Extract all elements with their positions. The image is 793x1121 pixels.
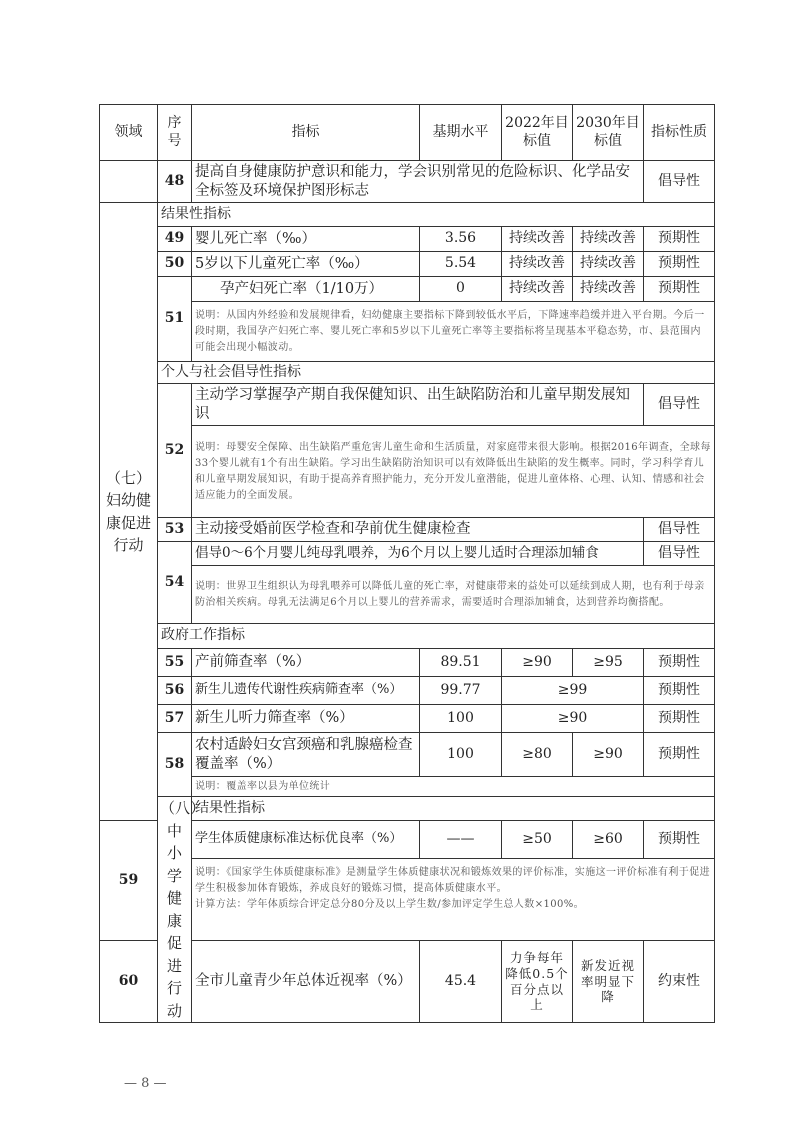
note-row [100, 566, 715, 624]
table-row [100, 161, 715, 203]
baseline-value: 45.4 [420, 941, 502, 1023]
row-number: 48 [158, 161, 192, 203]
table-row [100, 384, 715, 426]
header-target-2030: 2030年目标值 [573, 105, 644, 161]
table-row [100, 677, 715, 705]
baseline-value: 3.56 [420, 227, 502, 252]
indicator-text: 倡导0～6个月婴儿纯母乳喂养，为6个月以上婴儿适时合理添加辅食 [192, 542, 644, 566]
baseline-value: 99.77 [420, 677, 502, 705]
target-2022-value: ≥50 [502, 821, 573, 859]
row-number: 53 [158, 518, 192, 542]
area-label-8: （八）中小学健康促进行动 [158, 797, 192, 1023]
row-number: 57 [158, 705, 192, 733]
table-row [100, 941, 715, 1023]
target-2022-value: 力争每年降低0.5个百分点以上 [502, 941, 573, 1023]
header-baseline: 基期水平 [420, 105, 502, 161]
indicator-nature: 预期性 [644, 252, 715, 277]
target-2030-value: ≥95 [573, 649, 644, 677]
target-2030-value: 持续改善 [573, 227, 644, 252]
indicator-nature: 预期性 [644, 733, 715, 777]
indicator-text: 产前筛查率（%） [192, 649, 420, 677]
table-row [100, 821, 715, 859]
table-row [100, 705, 715, 733]
target-2022-value: ≥80 [502, 733, 573, 777]
target-2030-value: 新发近视率明显下降 [573, 941, 644, 1023]
indicator-text: 5岁以下儿童死亡率（‰） [192, 252, 420, 277]
table-row [100, 252, 715, 277]
row-number: 55 [158, 649, 192, 677]
target-2030-value: ≥90 [573, 733, 644, 777]
target-2030-value: ≥60 [573, 821, 644, 859]
page-number: — 8 — [124, 1076, 167, 1091]
section-row [100, 362, 715, 384]
section-row [100, 624, 715, 649]
indicator-text: 新生儿遗传代谢性疾病筛查率（%） [192, 677, 420, 705]
row-number: 50 [158, 252, 192, 277]
section-title: 政府工作指标 [158, 624, 715, 649]
table-row [100, 733, 715, 777]
table-row [100, 649, 715, 677]
baseline-value: 0 [420, 277, 502, 302]
indicator-nature: 倡导性 [644, 542, 715, 566]
section-row [100, 797, 715, 821]
baseline-value: 5.54 [420, 252, 502, 277]
indicator-nature: 倡导性 [644, 384, 715, 426]
baseline-value: 100 [420, 705, 502, 733]
baseline-value: 89.51 [420, 649, 502, 677]
target-2022-value: ≥90 [502, 649, 573, 677]
indicator-text: 主动接受婚前医学检查和孕前优生健康检查 [192, 518, 644, 542]
baseline-value: —— [420, 821, 502, 859]
indicator-note: 说明：母婴安全保障、出生缺陷严重危害儿童生命和生活质量，对家庭带来很大影响。根据2016年调查，全球每33个婴儿就有1个有出生缺陷。学习出生缺陷防治知识可以有效降低出生缺陷的发生概率。同时，学习科学育儿和儿童早期发展知识，有助于提高养育照护能力，充分开发儿童潜能，促进儿童体格、心理、认知、情感和社会适应能力的全面发展。 [192, 426, 715, 518]
section-title: 个人与社会倡导性指标 [158, 362, 715, 384]
indicator-nature: 倡导性 [644, 161, 715, 203]
target-merged-value: ≥99 [502, 677, 644, 705]
calculation-method: 计算方法：学年体质综合评定总分80分及以上学生数/参加评定学生总人数×100%。 [195, 899, 585, 910]
indicator-note: 说明：覆盖率以县为单位统计 [192, 777, 715, 797]
indicator-nature: 预期性 [644, 649, 715, 677]
indicator-note: 说明：世界卫生组织认为母乳喂养可以降低儿童的死亡率，对健康带来的益处可以延续到成人期，也有利于母亲防治相关疾病。母乳无法满足6个月以上婴儿的营养需求，需要适时合理添加辅食，达到营养均衡搭配。 [192, 566, 715, 624]
row-number: 56 [158, 677, 192, 705]
target-2022-value: 持续改善 [502, 252, 573, 277]
section-title: 结果性指标 [192, 797, 715, 821]
row-number: 49 [158, 227, 192, 252]
row-number: 51 [158, 277, 192, 362]
table-row [100, 227, 715, 252]
indicator-nature: 预期性 [644, 227, 715, 252]
row-number: 52 [158, 384, 192, 518]
indicator-nature: 约束性 [644, 941, 715, 1023]
indicator-note: 说明：从国内外经验和发展规律看，妇幼健康主要指标下降到较低水平后，下降速率趋缓并进入平台期。今后一段时期，我国孕产妇死亡率、婴儿死亡率和5岁以下儿童死亡率等主要指标将呈现基本平稳态势，市、县范围内可能会出现小幅波动。 [192, 302, 715, 362]
note-row [100, 302, 715, 362]
indicator-text: 孕产妇死亡率（1/10万） [192, 277, 420, 302]
note-row [100, 859, 715, 941]
section-title: 结果性指标 [158, 203, 715, 227]
indicator-note-cell [192, 859, 715, 941]
header-nature: 指标性质 [644, 105, 715, 161]
target-2030-value: 持续改善 [573, 277, 644, 302]
header-area: 领域 [100, 105, 158, 161]
indicator-text: 主动学习掌握孕产期自我保健知识、出生缺陷防治和儿童早期发展知识 [192, 384, 644, 426]
target-2030-value: 持续改善 [573, 252, 644, 277]
row-number: 54 [158, 542, 192, 624]
note-row [100, 426, 715, 518]
table-row [100, 518, 715, 542]
indicator-text: 婴儿死亡率（‰） [192, 227, 420, 252]
section-row [100, 203, 715, 227]
header-indicator: 指标 [192, 105, 420, 161]
table-row [100, 542, 715, 566]
table-header-row [100, 105, 715, 161]
indicator-table [99, 104, 715, 1023]
header-seq: 序号 [158, 105, 192, 161]
indicator-text: 新生儿听力筛查率（%） [192, 705, 420, 733]
area-cell-blank [100, 161, 158, 203]
row-number: 60 [100, 941, 158, 1023]
indicator-note: 说明：《国家学生体质健康标准》是测量学生体质健康状况和锻炼效果的评价标准，实施这一评价标准有利于促进学生积极参加体育锻炼，养成良好的锻炼习惯，提高体质健康水平。 [195, 867, 710, 894]
baseline-value: 100 [420, 733, 502, 777]
area-label-7: （七）妇幼健康促进行动 [100, 203, 158, 821]
indicator-text: 农村适龄妇女宫颈癌和乳腺癌检查覆盖率（%） [192, 733, 420, 777]
indicator-nature: 预期性 [644, 277, 715, 302]
target-merged-value: ≥90 [502, 705, 644, 733]
note-row [100, 777, 715, 797]
header-target-2022: 2022年目标值 [502, 105, 573, 161]
table-row [100, 277, 715, 302]
indicator-text: 提高自身健康防护意识和能力，学会识别常见的危险标识、化学品安全标签及环境保护图形标志 [192, 161, 644, 203]
row-number: 58 [158, 733, 192, 797]
indicator-text: 学生体质健康标准达标优良率（%） [192, 821, 420, 859]
indicator-nature: 预期性 [644, 705, 715, 733]
indicator-nature: 预期性 [644, 677, 715, 705]
indicator-nature: 倡导性 [644, 518, 715, 542]
indicator-nature: 预期性 [644, 821, 715, 859]
indicator-text: 全市儿童青少年总体近视率（%） [192, 941, 420, 1023]
target-2022-value: 持续改善 [502, 277, 573, 302]
row-number: 59 [100, 821, 158, 941]
target-2022-value: 持续改善 [502, 227, 573, 252]
